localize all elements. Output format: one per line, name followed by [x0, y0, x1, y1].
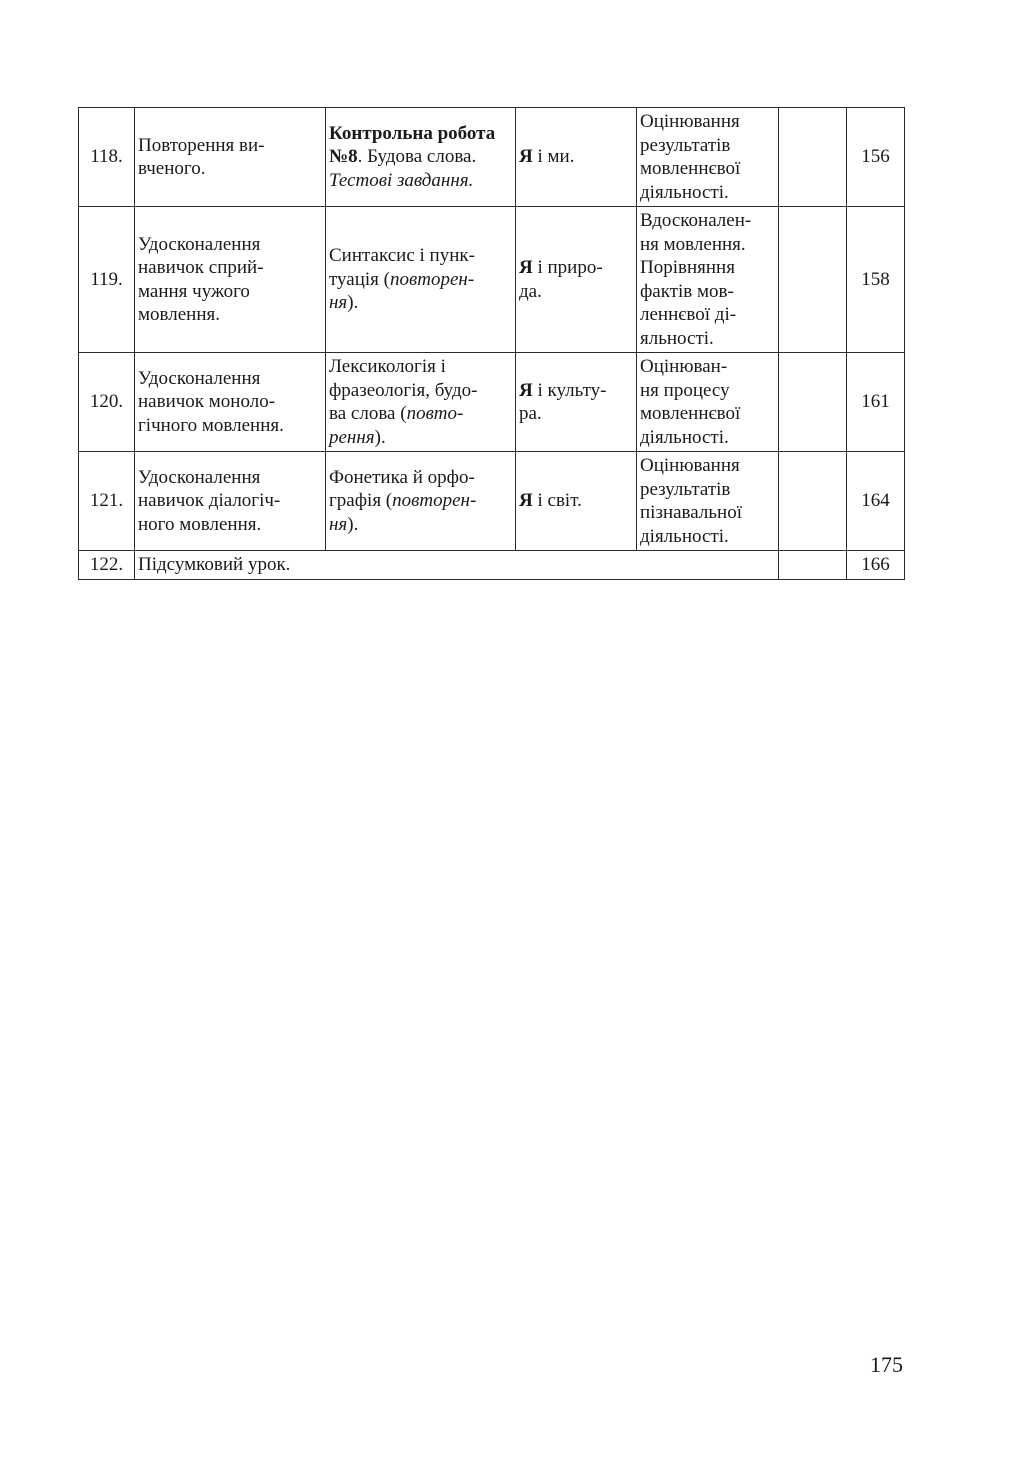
lesson-evaluation	[637, 353, 779, 452]
content-italic: повто-	[406, 403, 464, 424]
theme-text: і приро-	[532, 257, 603, 278]
eval-line: леннєвої ді-	[640, 304, 737, 325]
lesson-content	[326, 452, 516, 551]
theme-bold: Я	[519, 146, 533, 168]
table-row	[79, 551, 905, 580]
lesson-content	[326, 108, 516, 207]
theme-bold: Я	[519, 379, 533, 401]
content-italic: Тестові завдання.	[329, 169, 474, 191]
topic-line: Удосконалення	[138, 233, 261, 255]
theme-text: і ми.	[532, 146, 575, 168]
extra-cell	[779, 108, 847, 207]
final-lesson-title: Підсумковий урок.	[135, 551, 779, 580]
content-text: туація (	[329, 268, 390, 290]
content-italic: повторен-	[390, 268, 475, 290]
lesson-evaluation	[637, 452, 779, 551]
lesson-theme	[516, 452, 637, 551]
table-row	[79, 207, 905, 353]
theme-text: да.	[519, 280, 542, 302]
lesson-evaluation	[637, 207, 779, 353]
lesson-number: 118.	[79, 108, 135, 207]
topic-line: Удосконалення	[138, 466, 261, 488]
eval-line: ня процесу	[640, 379, 730, 401]
eval-line: результатів	[640, 478, 731, 500]
eval-line: фактів мов-	[640, 280, 734, 302]
extra-cell	[779, 353, 847, 452]
lesson-number: 119.	[79, 207, 135, 353]
extra-cell	[779, 452, 847, 551]
eval-line: мовленнєвої	[640, 403, 741, 424]
content-text: ).	[347, 513, 359, 535]
topic-line: гічного мовлення.	[138, 414, 284, 436]
eval-line: ня мовлення.	[640, 233, 746, 255]
theme-bold: Я	[519, 490, 533, 512]
eval-line: Оцінювання	[640, 111, 740, 132]
eval-line: Оцінюван-	[640, 356, 728, 377]
lesson-number: 121.	[79, 452, 135, 551]
lesson-number: 122.	[79, 551, 135, 580]
eval-line: Вдосконален-	[640, 210, 752, 231]
page-reference: 161	[847, 353, 905, 452]
lesson-theme	[516, 207, 637, 353]
lesson-theme	[516, 108, 637, 207]
lesson-number: 120.	[79, 353, 135, 452]
lesson-content	[326, 207, 516, 353]
lesson-topic	[135, 452, 326, 551]
content-text: Синтаксис і пунк-	[329, 245, 475, 267]
table-row	[79, 108, 905, 207]
content-text: ).	[347, 292, 359, 314]
eval-line: Порівняння	[640, 257, 735, 278]
extra-cell	[779, 551, 847, 580]
page-reference: 158	[847, 207, 905, 353]
eval-line: діяльності.	[640, 525, 729, 547]
eval-line: мовленнєвої	[640, 158, 741, 179]
page-reference: 164	[847, 452, 905, 551]
theme-text: ра.	[519, 403, 542, 424]
theme-text: і культу-	[532, 379, 607, 401]
content-bold: Контрольна робота №8	[329, 122, 496, 168]
content-italic: ня	[329, 513, 348, 535]
theme-bold: Я	[519, 257, 533, 278]
content-text: Фонетика й орфо-	[329, 466, 475, 488]
extra-cell	[779, 207, 847, 353]
eval-line: діяльності.	[640, 426, 729, 448]
content-italic: рення	[329, 426, 375, 448]
content-italic: ня	[329, 292, 348, 314]
content-text: фразеологія, будо-	[329, 379, 478, 401]
content-text: ).	[374, 426, 386, 448]
theme-text: і світ.	[532, 490, 582, 512]
lesson-plan-table	[78, 107, 905, 580]
eval-line: результатів	[640, 134, 731, 156]
table-row	[79, 452, 905, 551]
topic-line: вченого.	[138, 158, 206, 179]
lesson-content	[326, 353, 516, 452]
lesson-topic	[135, 108, 326, 207]
topic-line: навичок сприй-	[138, 257, 264, 278]
topic-line: ного мовлення.	[138, 513, 262, 535]
lesson-evaluation	[637, 108, 779, 207]
content-text: . Будова слова.	[357, 146, 477, 168]
content-text: ва слова (	[329, 403, 407, 424]
eval-line: пізнавальної	[640, 502, 742, 523]
content-italic: повторен-	[392, 490, 477, 512]
topic-line: навичок діалогіч-	[138, 490, 281, 512]
topic-line: Удосконалення	[138, 367, 261, 389]
topic-line: навичок моноло-	[138, 391, 276, 413]
content-text: Лексикологія і	[329, 356, 446, 377]
topic-line: Повторення ви-	[138, 134, 265, 156]
lesson-topic	[135, 353, 326, 452]
page-reference: 166	[847, 551, 905, 580]
eval-line: Оцінювання	[640, 455, 740, 476]
table-row	[79, 353, 905, 452]
eval-line: діяльності.	[640, 181, 729, 203]
lesson-theme	[516, 353, 637, 452]
page-reference: 156	[847, 108, 905, 207]
content-text: графія (	[329, 490, 393, 512]
lesson-topic	[135, 207, 326, 353]
page-number: 175	[870, 1352, 903, 1377]
topic-line: мовлення.	[138, 304, 220, 325]
topic-line: мання чужого	[138, 280, 250, 302]
eval-line: яльності.	[640, 327, 714, 349]
